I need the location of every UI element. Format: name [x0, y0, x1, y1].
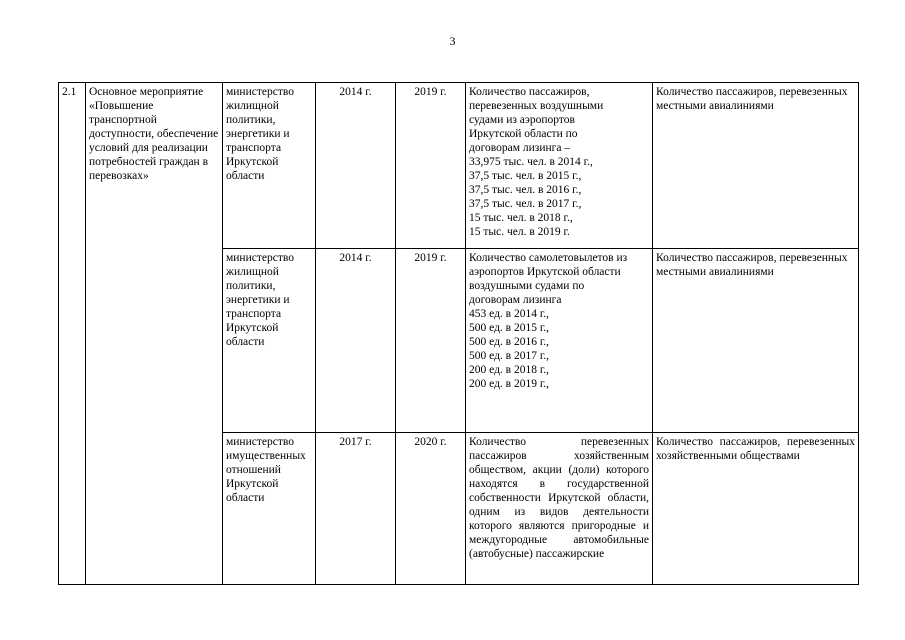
end-year: 2020 г. [396, 433, 466, 585]
page-number: 3 [449, 34, 456, 48]
table-row [59, 83, 859, 249]
executor: министерство жилищной политики, энергетики и транспорта Иркутской области [223, 83, 316, 249]
indicator: Количество перевезенных пассажиров хозяйственным обществом, акции (доли) которого находятся в государственной собственности Иркутской области, одним из видов деятельности которого являются пригородные и междугородные автомобильные (автобусные) пассажирские [466, 433, 653, 585]
target-indicator: Количество пассажиров, перевезенных хозяйственными обществами [653, 433, 859, 585]
event-name: Основное мероприятие «Повышение транспортной доступности, обеспечение условий для реализации потребностей граждан в перевозках» [86, 83, 223, 585]
end-year: 2019 г. [396, 83, 466, 249]
end-year: 2019 г. [396, 249, 466, 433]
target-indicator: Количество пассажиров, перевезенных местными авиалиниями [653, 249, 859, 433]
target-indicator: Количество пассажиров, перевезенных местными авиалиниями [653, 83, 859, 249]
start-year: 2014 г. [316, 83, 396, 249]
indicator: Количество пассажиров, перевезенных воздушными судами из аэропортов Иркутской области по договорам лизинга – 33,975 тыс. чел. в 2014 г., 37,5 тыс. чел. в 2015 г., 37,5 тыс. чел. в 2016 г., 37,5 тыс. чел. в 2017 г., 15 тыс. чел. в 2018 г., 15 тыс. чел. в 2019 г. [466, 83, 653, 249]
executor: министерство имущественных отношений Иркутской области [223, 433, 316, 585]
row-number: 2.1 [59, 83, 86, 585]
executor: министерство жилищной политики, энергетики и транспорта Иркутской области [223, 249, 316, 433]
start-year: 2017 г. [316, 433, 396, 585]
program-table [58, 82, 859, 585]
indicator: Количество самолетовылетов из аэропортов Иркутской области воздушными судами по договорам лизинга 453 ед. в 2014 г., 500 ед. в 2015 г., 500 ед. в 2016 г., 500 ед. в 2017 г., 200 ед. в 2018 г., 200 ед. в 2019 г., [466, 249, 653, 433]
start-year: 2014 г. [316, 249, 396, 433]
